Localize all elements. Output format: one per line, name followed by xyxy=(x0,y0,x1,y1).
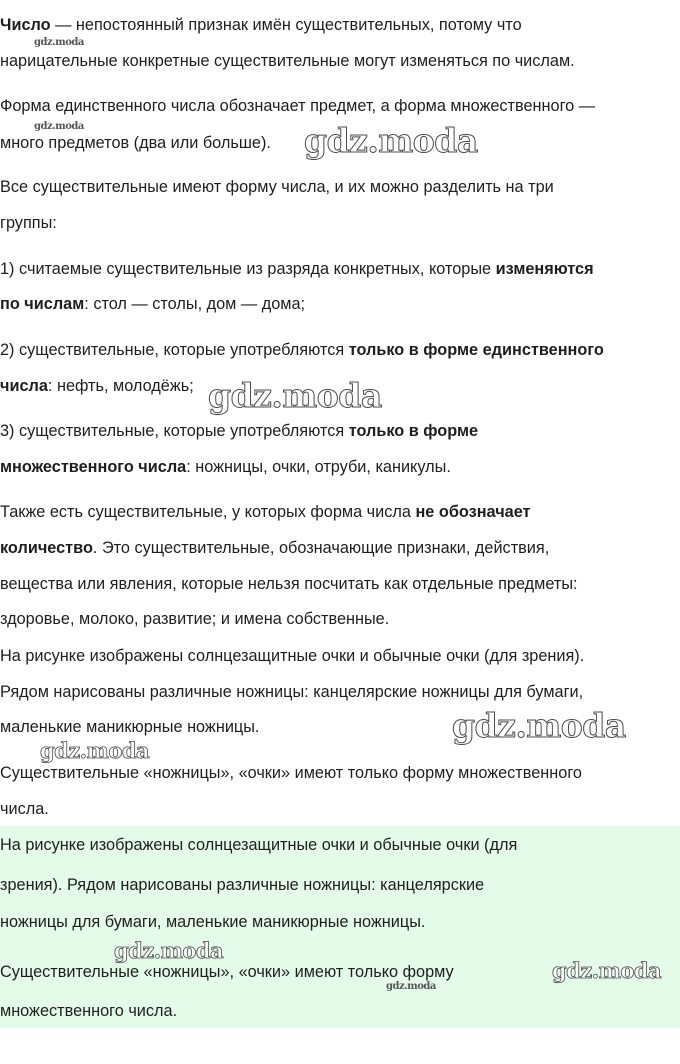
p1-line-2: нарицательные конкретные существительные могут изменяться по числам. xyxy=(0,52,575,70)
watermark: gdz.moda xyxy=(552,958,662,983)
watermark: gdz.moda xyxy=(34,37,84,48)
p2-line-2: много предметов (два или больше). xyxy=(0,134,271,152)
watermark: gdz.moda xyxy=(208,376,382,415)
group-1-bold: изменяются xyxy=(495,260,594,278)
group-2-bold: только в форме единственного xyxy=(348,341,604,359)
answer-line-2: зрения). Рядом нарисованы различные ножницы: канцелярские xyxy=(0,876,485,894)
p4-bold-2: количество xyxy=(0,539,93,557)
p3-line-2: группы: xyxy=(0,214,57,232)
p4-text: Также есть существительные, у которых форма числа xyxy=(0,503,416,521)
watermark: gdz.moda xyxy=(386,981,436,992)
answer-line-4: Существительные «ножницы», «очки» имеют только форму xyxy=(0,963,454,981)
watermark: gdz.moda xyxy=(40,738,150,763)
answer-line-3: ножницы для бумаги, маленькие маникюрные ножницы. xyxy=(0,913,426,931)
answer-line-1: На рисунке изображены солнцезащитные очки и обычные очки (для xyxy=(0,836,518,854)
group-1-line-2 xyxy=(0,295,305,314)
answer-line-5: множественного числа. xyxy=(0,1002,178,1020)
group-3-line-2 xyxy=(0,458,451,477)
group-3-bold-2: множественного числа xyxy=(0,458,187,476)
group-1-examples: : стол — столы, дом — дома; xyxy=(84,295,306,313)
watermark: gdz.moda xyxy=(304,121,478,160)
group-3-examples: : ножницы, очки, отруби, каникулы. xyxy=(186,458,451,476)
p4-line-4: здоровье, молоко, развитие; и имена собственные. xyxy=(0,610,390,628)
p4-line-3: вещества или явления, которые нельзя посчитать как отдельные предметы: xyxy=(0,575,578,593)
group-3-line-1 xyxy=(0,422,478,441)
group-2-examples: : нефть, молодёжь; xyxy=(47,377,194,395)
p6-line-1: Существительные «ножницы», «очки» имеют только форму множественного xyxy=(0,764,582,782)
p5-line-3: маленькие маникюрные ножницы. xyxy=(0,718,260,736)
term-chislo: Число xyxy=(0,16,51,34)
p4-bold: не обозначает xyxy=(415,503,531,521)
p3-line-1: Все существительные имеют форму числа, и их можно разделить на три xyxy=(0,178,554,196)
group-3-text: 3) существительные, которые употребляются xyxy=(0,422,349,440)
p4-line-2 xyxy=(0,539,549,558)
group-2-bold-2: числа xyxy=(0,377,48,395)
group-1-line-1 xyxy=(0,260,594,279)
p4-line-1 xyxy=(0,503,531,522)
p2-line-1: Форма единственного числа обозначает предмет, а форма множественного — xyxy=(0,97,596,115)
p1-text: — непостоянный признак имён существительных, потому что xyxy=(50,16,522,34)
p4-text-2: . Это существительные, обозначающие признаки, действия, xyxy=(92,539,550,557)
group-1-text: 1) считаемые существительные из разряда конкретных, которые xyxy=(0,260,496,278)
p1-line-1 xyxy=(0,16,522,35)
p6-line-2: числа. xyxy=(0,800,49,818)
p5-line-2: Рядом нарисованы различные ножницы: канцелярские ножницы для бумаги, xyxy=(0,683,584,701)
group-3-bold: только в форме xyxy=(348,422,479,440)
group-2-text: 2) существительные, которые употребляются xyxy=(0,341,349,359)
group-1-bold-2: по числам xyxy=(0,295,85,313)
watermark: gdz.moda xyxy=(452,706,626,745)
watermark: gdz.moda xyxy=(114,938,224,963)
watermark: gdz.moda xyxy=(34,121,84,132)
p5-line-1: На рисунке изображены солнцезащитные очки и обычные очки (для зрения). xyxy=(0,647,585,665)
group-2-line-1 xyxy=(0,341,604,360)
group-2-line-2 xyxy=(0,377,194,396)
